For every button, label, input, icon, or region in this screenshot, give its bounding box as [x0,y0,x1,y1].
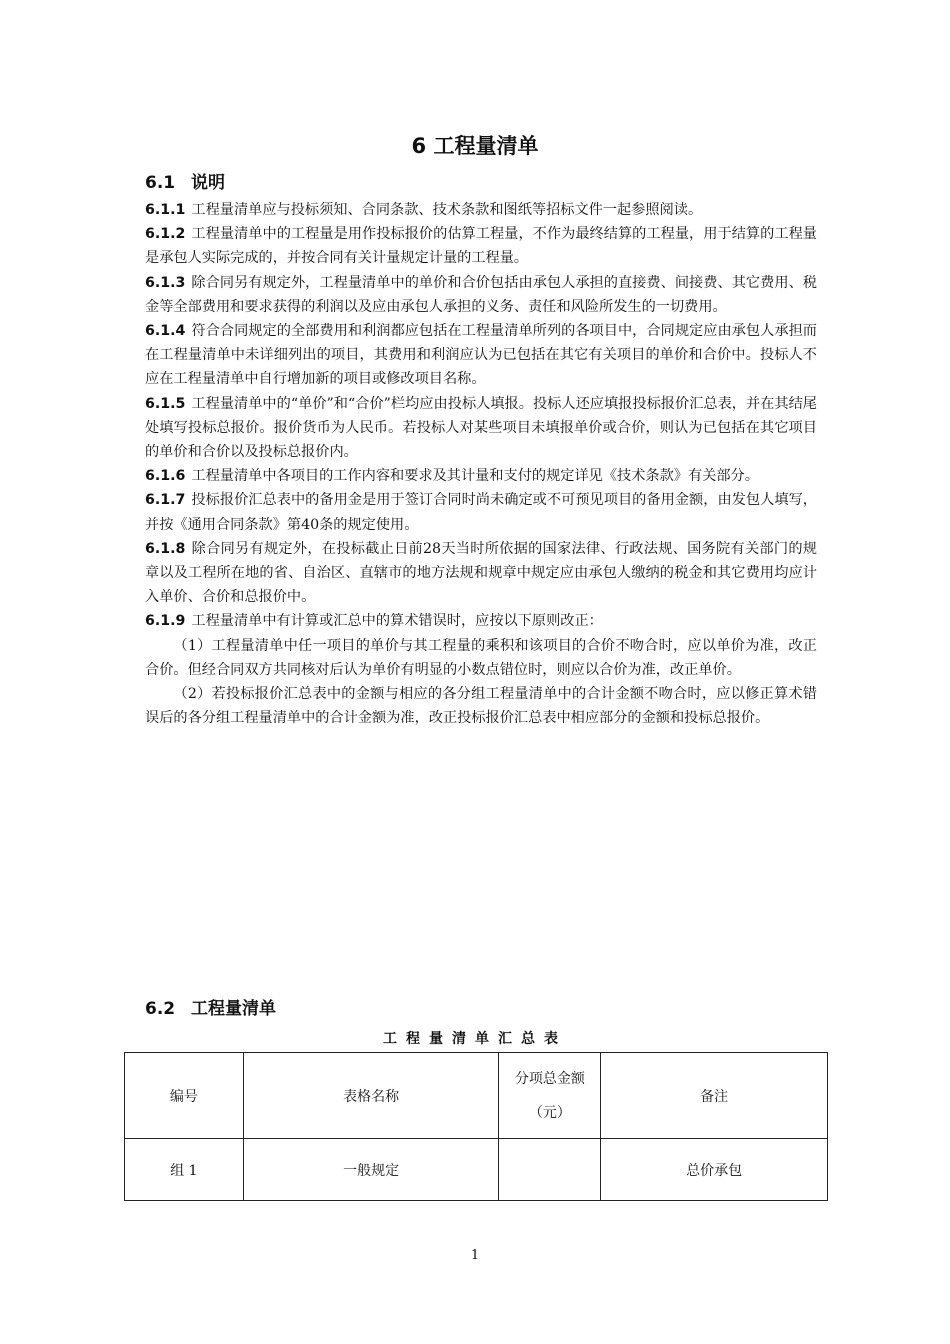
clause-6-1-4: 6.1.4 符合合同规定的全部费用和利润都应包括在工程量清单所列的各项目中，合同规定应由承包人承担而在工程量清单中未详细列出的项目，其费用和利润应认为已包括在其它有关项目的单价和合价中。投标人不应在工程量清单中自行增加新的项目或修改项目名称。 [145,323,817,388]
section-number: 6.1 [145,173,176,193]
cell-amount [499,1139,601,1201]
clause-6-1-9: 6.1.9 工程量清单中有计算或汇总中的算术错误时，应按以下原则改正： [145,613,603,630]
clause-6-1-8: 6.1.8 除合同另有规定外，在投标截止日前28天当时所依据的国家法律、行政法规、国务院有关部门的规章以及工程所在地的省、自治区、直辖市的地方法规和规章中规定应由承包人缴纳的税金和其它费用均应计入单价、合价和总报价中。 [145,540,817,606]
section-number: 6.2 [145,999,176,1019]
header-code: 编号 [125,1053,244,1139]
explanation-body [145,198,817,730]
section-heading-6-1 [145,168,225,193]
clause-6-1-1: 6.1.1 工程量清单应与投标须知、合同条款、技术条款和图纸等招标文件一起参照阅读。 [145,202,703,218]
header-amount [499,1053,601,1139]
sub-item-1: （1）工程量清单中任一项目的单价与其工程量的乘积和该项目的合价不吻合时，应以单价为准，改正合价。但经合同双方共同核对后认为单价有明显的小数点错位时，则应以合价为准，改正单价。 [145,637,817,678]
cell-name: 一般规定 [243,1139,499,1201]
clause-6-1-5: 6.1.5 工程量清单中的“单价”和“合价”栏均应由投标人填报。投标人还应填报投标报价汇总表，并在其结尾处填写投标总报价。报价货币为人民币。若投标人对某些项目未填报单价或合价，则认为已包括在其它项目的单价和合价以及投标总报价内。 [145,395,817,461]
table-header-row [125,1053,828,1139]
header-amount-label: 分项总金额 [514,1070,585,1087]
clause-6-1-7: 6.1.7 投标报价汇总表中的备用金是用于签订合同时尚未确定或不可预见项目的备用金额，由发包人填写，并按《通用合同条款》第40条的规定使用。 [145,492,817,533]
table-caption: 工程量清单汇总表 [383,1031,567,1047]
section-heading-6-2 [145,994,276,1019]
sub-item-2: （2）若投标报价汇总表中的金额与相应的各分组工程量清单中的合计金额不吻合时，应以修正算术错误后的各分组工程量清单中的合计金额为准，改正投标报价汇总表中相应部分的金额和投标总报价。 [145,686,817,727]
header-amount-unit: （元） [528,1104,571,1121]
chapter-title: 6 工程量清单 [411,134,539,158]
page-number: 1 [470,1248,480,1263]
header-remark: 备注 [601,1053,828,1139]
summary-table [124,1052,828,1201]
clause-6-1-2: 6.1.2 工程量清单中的工程量是用作投标报价的估算工程量，不作为最终结算的工程量，用于结算的工程量是承包人实际完成的，并按合同有关计量规定计量的工程量。 [145,226,817,267]
header-name: 表格名称 [243,1053,499,1139]
clause-6-1-6: 6.1.6 工程量清单中各项目的工作内容和要求及其计量和支付的规定详见《技术条款》有关部分。 [145,468,759,485]
clause-6-1-3: 6.1.3 除合同另有规定外，工程量清单中的单价和合价包括由承包人承担的直接费、间接费、其它费用、税金等全部费用和要求获得的利润以及应由承包人承担的义务、责任和风险所发生的一切费用。 [145,274,817,315]
section-title: 说明 [191,173,225,193]
section-title: 工程量清单 [191,999,276,1019]
cell-code: 组 1 [125,1139,244,1201]
table-row [125,1139,828,1201]
cell-remark: 总价承包 [601,1139,828,1201]
